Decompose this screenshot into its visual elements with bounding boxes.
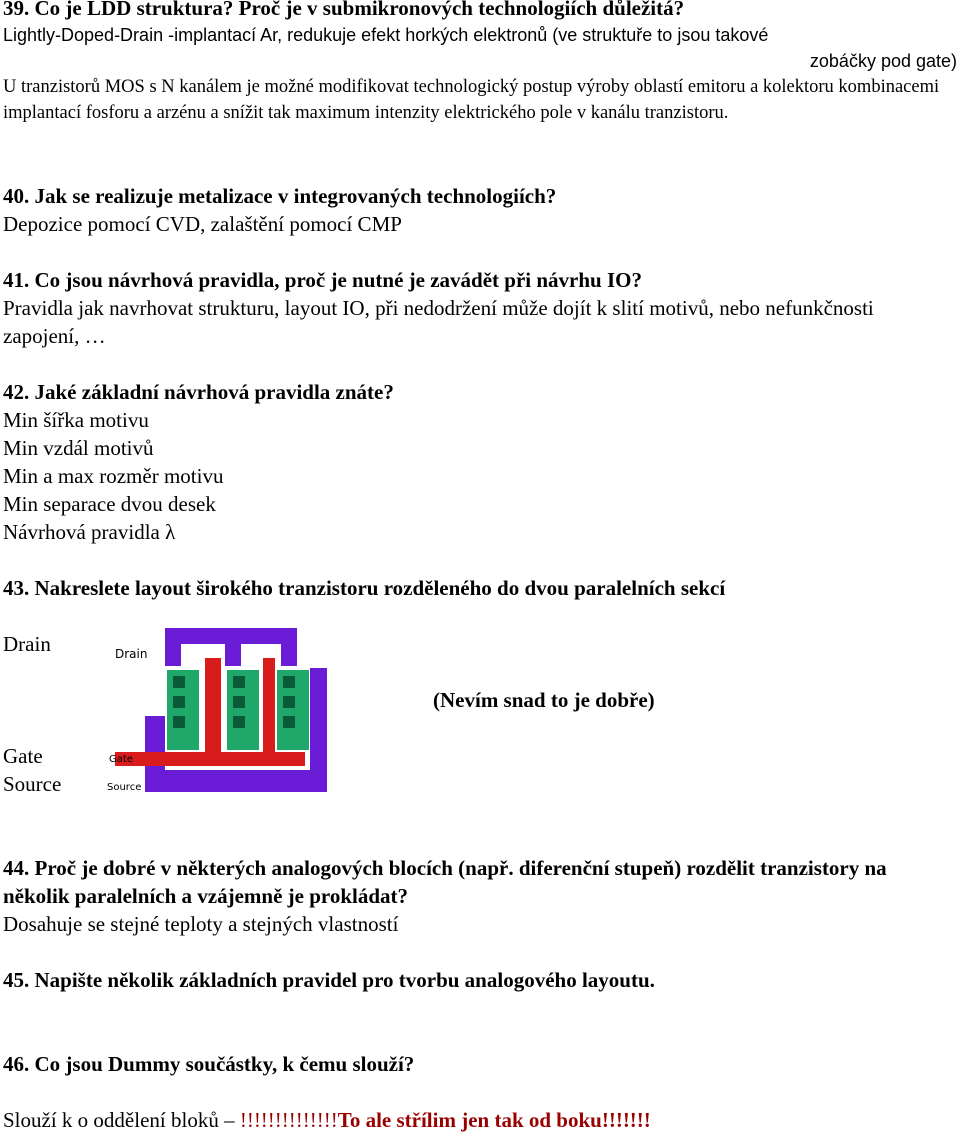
question-44 (3, 854, 953, 938)
source-metal-side (310, 668, 327, 792)
question-41 (3, 266, 957, 350)
contact (283, 696, 295, 708)
figure-label-gate: Gate (109, 754, 133, 765)
question-46-answer (3, 1106, 957, 1134)
question-43 (3, 574, 957, 602)
gate-poly-bar (115, 752, 305, 766)
drain-metal-finger (281, 628, 297, 666)
figure-label-source: Source (107, 782, 142, 793)
layout-note: (Nevím snad to je dobře) (433, 688, 655, 712)
layout-label-source: Source (3, 772, 62, 796)
question-40 (3, 182, 957, 238)
layout-label-drain: Drain (3, 632, 51, 656)
contact (173, 696, 185, 708)
question-46-remark: To ale střílim jen tak od boku!!!!!!! (337, 1108, 651, 1132)
contact (173, 716, 185, 728)
question-42-title: 42. Jaké základní návrhová pravidla znáte? (3, 380, 394, 404)
question-40-answer: Depozice pomocí CVD, zalaštění pomocí CMP (3, 212, 402, 236)
transistor-layout-figure (105, 618, 330, 800)
source-metal-bottom (145, 770, 327, 792)
question-46 (3, 1050, 957, 1078)
question-39-answer-line1-end: zobáčky pod gate) (809, 51, 957, 71)
question-39-title: 39. Co je LDD struktura? Proč je v submikronových technologiích důležitá? (3, 0, 685, 20)
design-rule-item: Návrhová pravidla λ (3, 520, 176, 544)
drain-metal-finger (225, 628, 241, 666)
question-46-title: 46. Co jsou Dummy součástky, k čemu slouží? (3, 1052, 415, 1076)
question-45 (3, 966, 957, 994)
question-44-answer: Dosahuje se stejné teploty a stejných vlastností (3, 912, 399, 936)
question-44-title: 44. Proč je dobré v některých analogových blocích (např. diferenční stupeň) rozdělit tranzistory na několik paralelních a vzájemně je prokládat? (3, 856, 887, 908)
question-46-answer-text: Slouží k o oddělení bloků – (3, 1108, 240, 1132)
contact (233, 676, 245, 688)
question-39 (3, 0, 957, 126)
question-39-answer-line1: Lightly-Doped-Drain -implantací Ar, redukuje efekt horkých elektronů (ve struktuře to jsou takové (3, 25, 769, 45)
active-area-group (167, 670, 309, 750)
contact (283, 716, 295, 728)
question-43-title: 43. Nakreslete layout širokého tranzistoru rozděleného do dvou paralelních sekcí (3, 576, 726, 600)
figure-label-drain: Drain (115, 647, 148, 661)
contact (283, 676, 295, 688)
design-rule-item: Min a max rozměr motivu (3, 464, 224, 488)
design-rule-item: Min vzdál motivů (3, 436, 154, 460)
contact (173, 676, 185, 688)
question-40-title: 40. Jak se realizuje metalizace v integrovaných technologiích? (3, 184, 557, 208)
design-rule-item: Min šířka motivu (3, 408, 149, 432)
question-42 (3, 378, 957, 546)
design-rule-item: Min separace dvou desek (3, 492, 216, 516)
gate-poly-finger (263, 658, 275, 758)
question-45-title: 45. Napište několik základních pravidel pro tvorbu analogového layoutu. (3, 968, 655, 992)
question-41-title: 41. Co jsou návrhová pravidla, proč je nutné je zavádět při návrhu IO? (3, 268, 642, 292)
layout-label-gate: Gate (3, 744, 43, 768)
drain-metal-finger (165, 628, 181, 666)
contact (233, 716, 245, 728)
question-46-exclaim: !!!!!!!!!!!!!! (239, 1108, 338, 1132)
question-41-answer: Pravidla jak navrhovat strukturu, layout IO, při nedodržení může dojít k slití motivů, nebo nefunkčnosti zapojení, … (3, 296, 874, 348)
gate-poly-finger (205, 658, 221, 758)
question-39-answer-line2: U tranzistorů MOS s N kanálem je možné modifikovat technologický postup výroby oblastí emitoru a kolektoru kombinacemi implantací fosforu a arzénu a snížit tak maximum intenzity elektrického pole v kanálu tranzistoru. (3, 77, 940, 123)
contact (233, 696, 245, 708)
